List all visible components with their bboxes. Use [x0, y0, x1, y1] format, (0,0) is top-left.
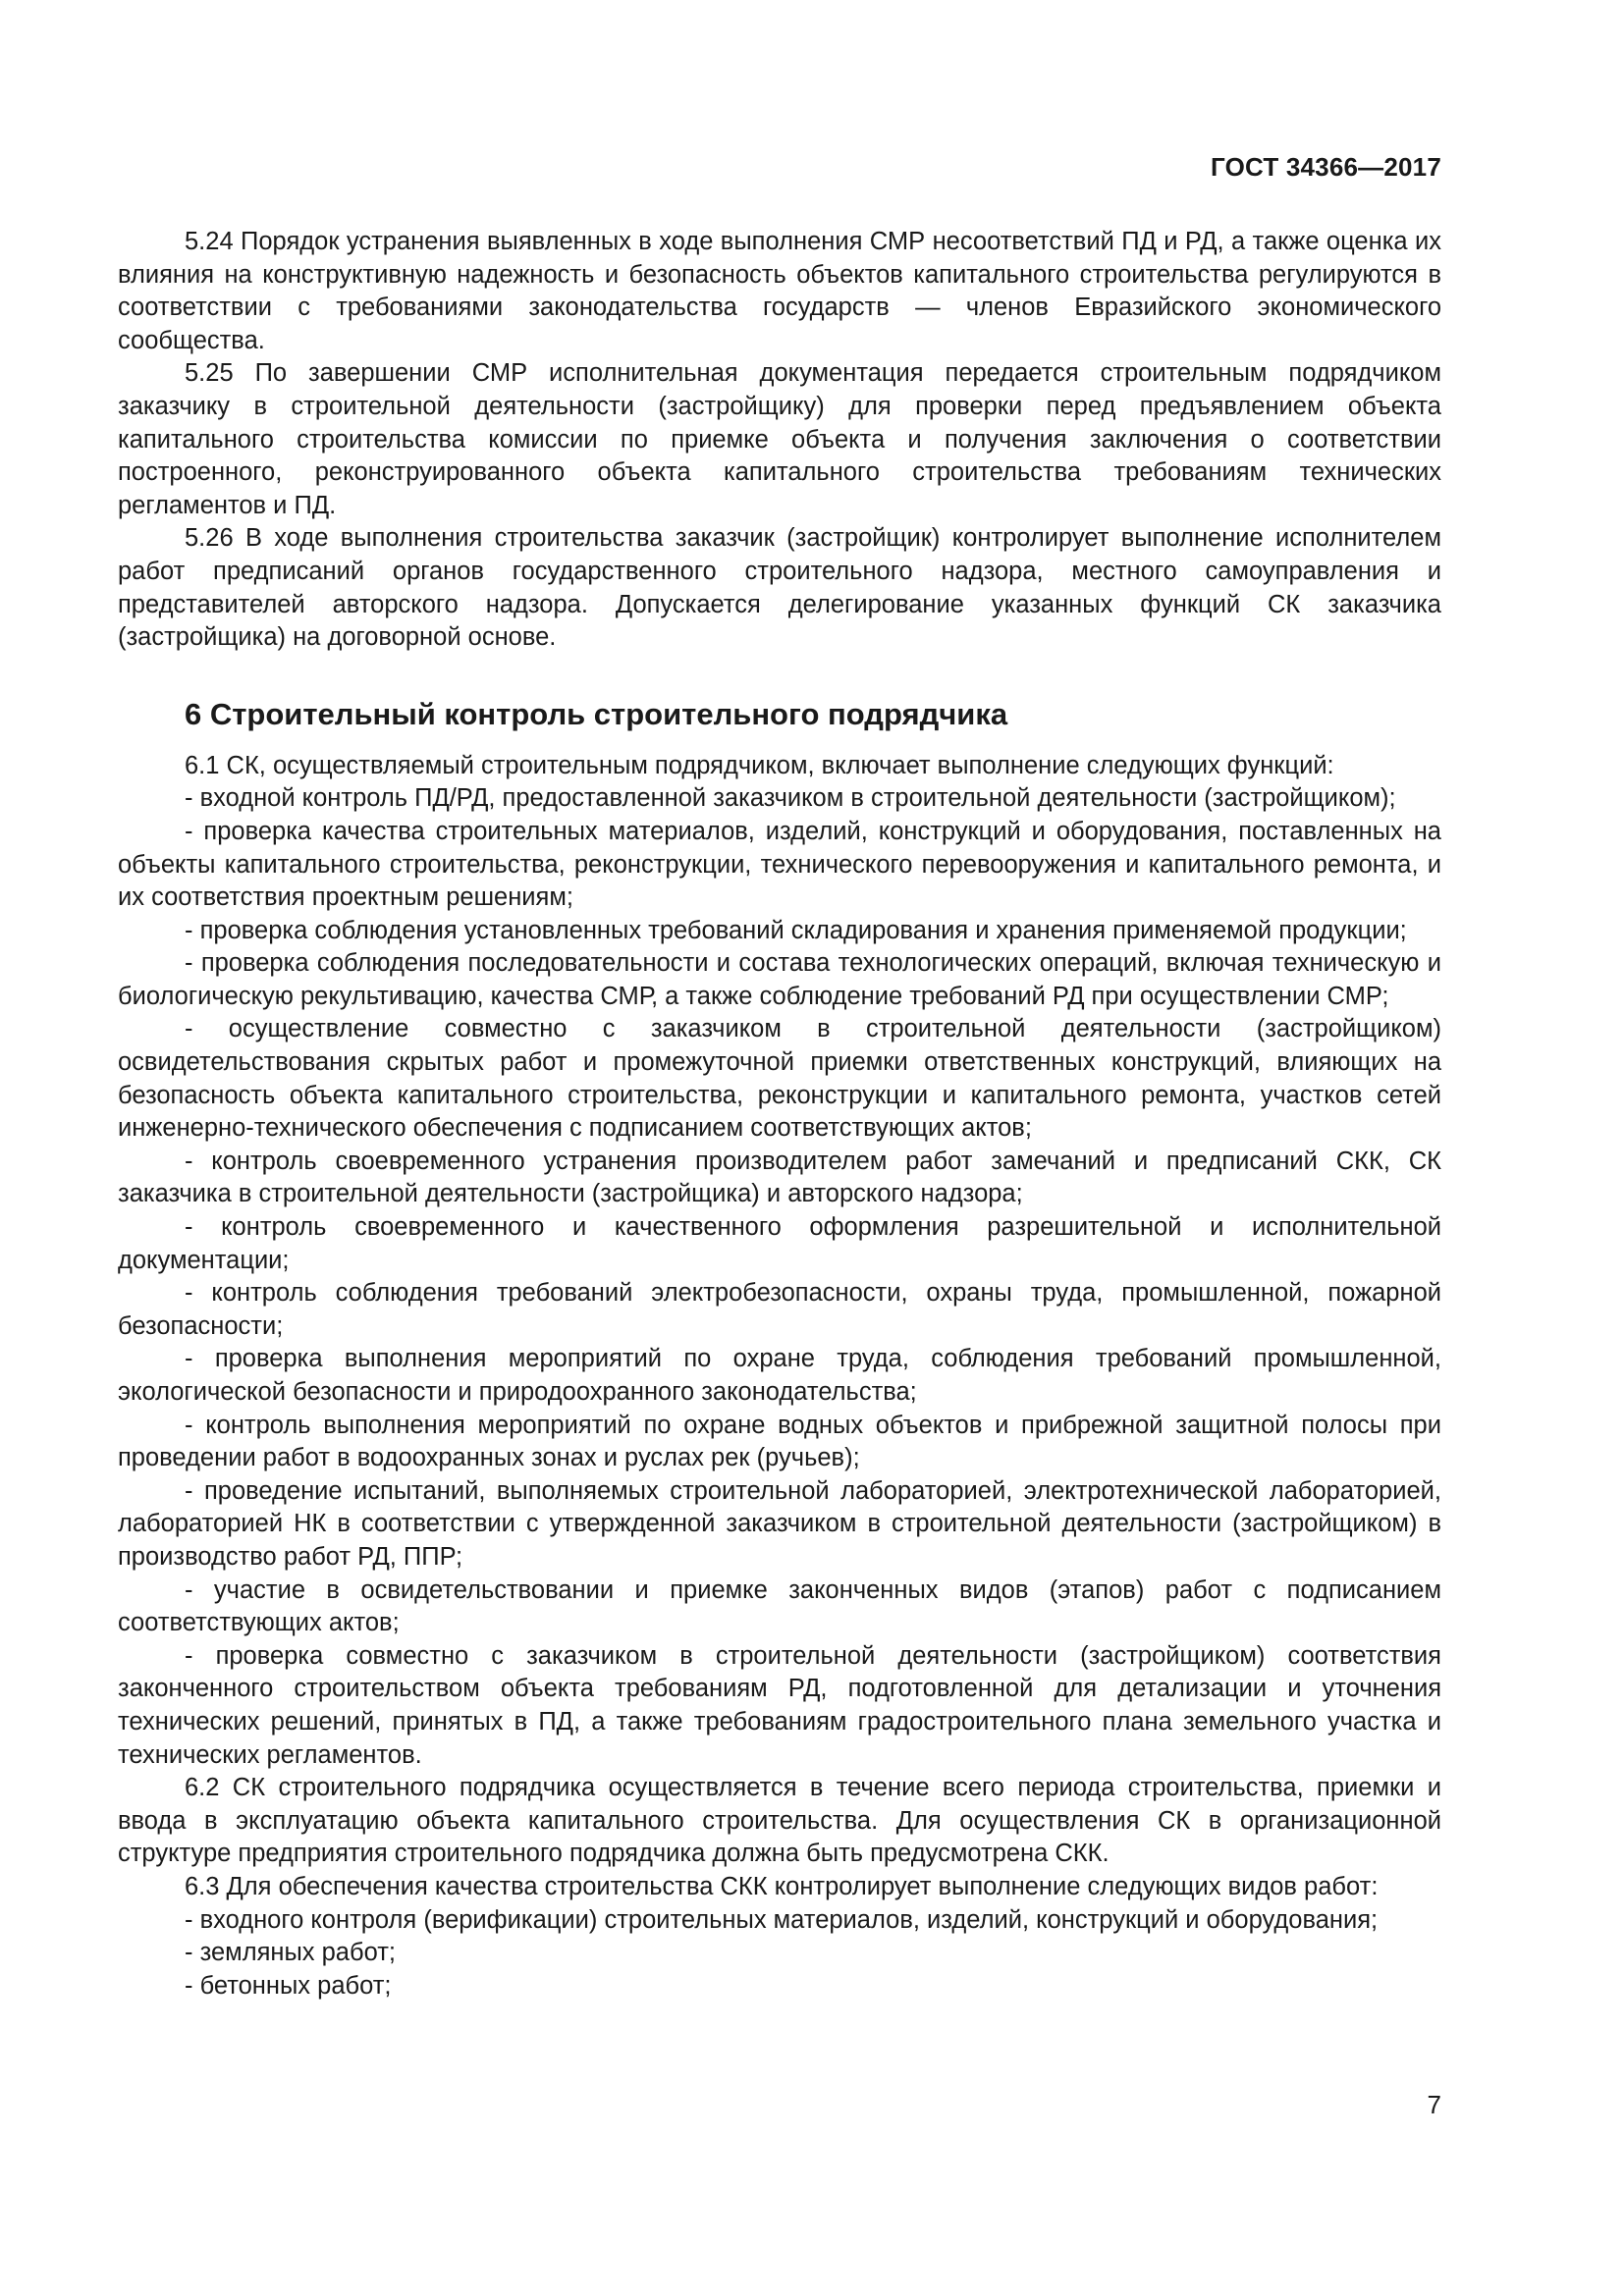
list-item: - контроль своевременного и качественного оформления разрешительной и исполнительной документации;	[118, 1213, 1441, 1274]
list-item: - земляных работ;	[185, 1939, 396, 1967]
page-body	[118, 226, 1441, 2002]
paragraph-6-3: 6.3 Для обеспечения качества строительства СКК контролирует выполнение следующих видов работ:	[185, 1872, 1379, 1900]
list-item: - контроль выполнения мероприятий по охране водных объектов и прибрежной защитной полосы при проведении работ в водоохранных зонах и руслах рек (ручьев);	[118, 1411, 1441, 1472]
paragraph-6-1: 6.1 СК, осуществляемый строительным подрядчиком, включает выполнение следующих функций:	[185, 751, 1334, 779]
list-item: - проверка соблюдения последовательности и состава технологических операций, включая техническую и биологическую рекультивацию, качества СМР, а также соблюдение требований РД при осуществлении СМР;	[118, 949, 1441, 1010]
list-item: - проверка качества строительных материалов, изделий, конструкций и оборудования, поставленных на объекты капитального строительства, реконструкции, технического перевооружения и капитального ремонта, и их соответствия проектным решениям;	[118, 817, 1441, 912]
list-item: - проверка выполнения мероприятий по охране труда, соблюдения требований промышленной, экологической безопасности и природоохранного законодательства;	[118, 1345, 1441, 1406]
list-item: - осуществление совместно с заказчиком в строительной деятельности (застройщиком) освидетельствования скрытых работ и промежуточной приемки ответственных конструкций, влияющих на безопасность объекта капитального строительства, реконструкции и капитального ремонта, участков сетей инженерно-технического обеспечения с подписанием соответствующих актов;	[118, 1015, 1441, 1143]
standard-code-header: ГОСТ 34366—2017	[1211, 152, 1441, 182]
section-title-6: 6 Строительный контроль строительного подрядчика	[185, 696, 1008, 731]
list-item: - проверка соблюдения установленных требований складирования и хранения применяемой продукции;	[185, 916, 1407, 944]
list-item: - бетонных работ;	[185, 1971, 392, 2000]
paragraph-5-25: 5.25 По завершении СМР исполнительная документация передается строительным подрядчиком заказчику в строительной деятельности (застройщику) для проверки перед предъявлением объекта капитального строительства комиссии по приемке объекта и получения заключения о соответствии построенного, реконструированного объекта капитального строительства требованиям технических регламентов и ПД.	[118, 359, 1441, 519]
list-item: - контроль соблюдения требований электробезопасности, охраны труда, промышленной, пожарной безопасности;	[118, 1279, 1441, 1340]
list-item: - входного контроля (верификации) строительных материалов, изделий, конструкций и оборудования;	[185, 1905, 1379, 1934]
list-item: - проведение испытаний, выполняемых строительной лабораторией, электротехнической лабораторией, лабораторией НК в соответствии с утвержденной заказчиком в строительной деятельности (застройщиком) в производство работ РД, ППР;	[118, 1476, 1441, 1571]
list-item: - входной контроль ПД/РД, предоставленной заказчиком в строительной деятельности (застройщиком);	[185, 784, 1396, 813]
paragraph-5-24: 5.24 Порядок устранения выявленных в ходе выполнения СМР несоответствий ПД и РД, а также оценка их влияния на конструктивную надежность и безопасность объектов капитального строительства регулируются в соответствии с требованиями законодательства государств — членов Евразийского экономического сообщества.	[118, 228, 1441, 354]
list-item: - проверка совместно с заказчиком в строительной деятельности (застройщиком) соответствия законченного строительством объекта требованиям РД, подготовленной для детализации и уточнения технических решений, принятых в ПД, а также требованиям градостроительного плана земельного участка и технических регламентов.	[118, 1641, 1441, 1769]
list-item: - участие в освидетельствовании и приемке законченных видов (этапов) работ с подписанием соответствующих актов;	[118, 1575, 1441, 1637]
paragraph-6-2: 6.2 СК строительного подрядчика осуществляется в течение всего периода строительства, приемки и ввода в эксплуатацию объекта капитального строительства. Для осуществления СК в организационной структуре предприятия строительного подрядчика должна быть предусмотрена СКК.	[118, 1774, 1441, 1868]
paragraph-5-26: 5.26 В ходе выполнения строительства заказчик (застройщик) контролирует выполнение исполнителем работ предписаний органов государственного строительного надзора, местного самоуправления и представителей авторского надзора. Допускается делегирование указанных функций СК заказчика (застройщика) на договорной основе.	[118, 524, 1441, 652]
page-number: 7	[1427, 2090, 1441, 2119]
list-item: - контроль своевременного устранения производителем работ замечаний и предписаний СКК, СК заказчика в строительной деятельности (застройщика) и авторского надзора;	[118, 1147, 1441, 1208]
